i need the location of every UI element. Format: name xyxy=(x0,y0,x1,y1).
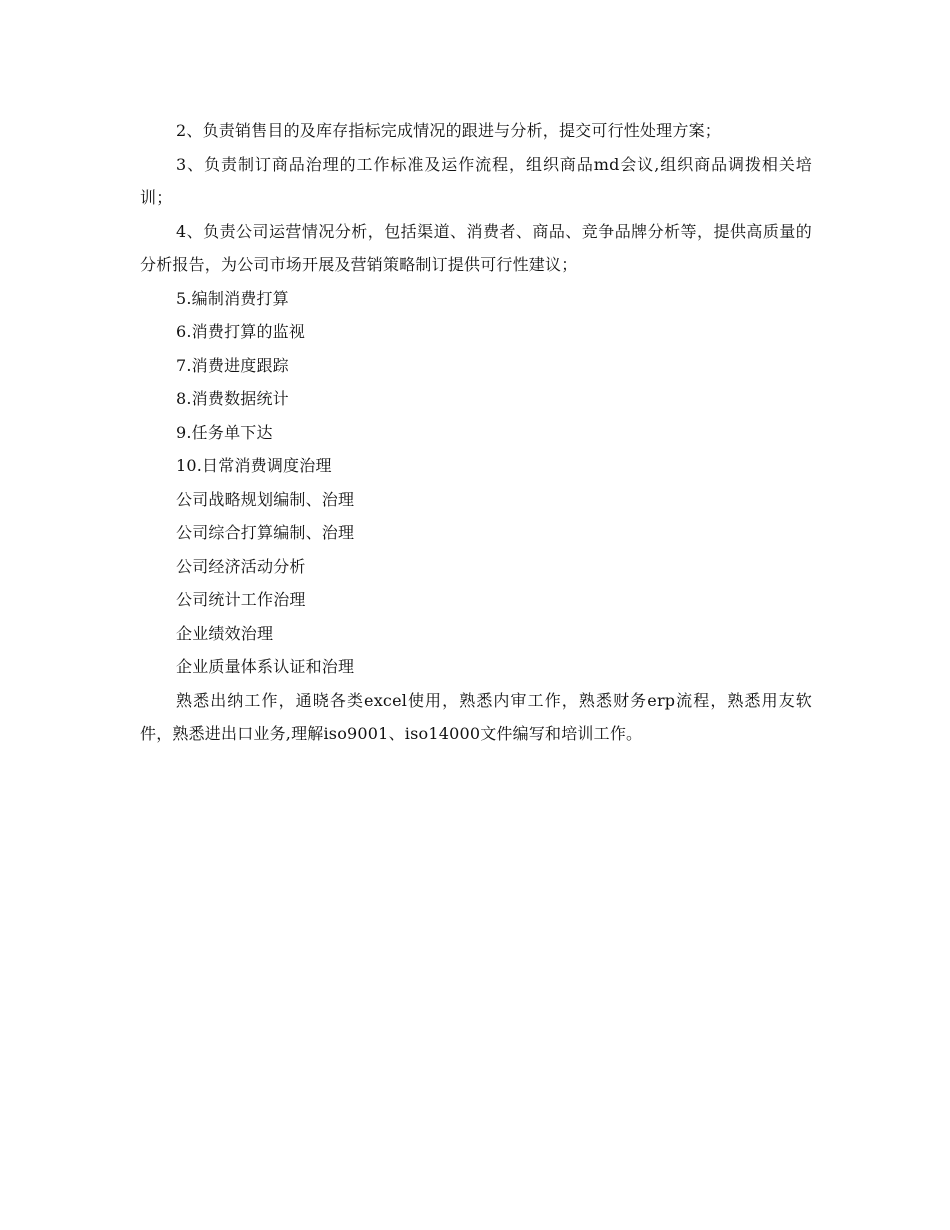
list-item: 5.编制消费打算 xyxy=(176,288,289,308)
list-item: 公司经济活动分析 xyxy=(176,556,306,576)
list-item: 7.消费进度跟踪 xyxy=(176,355,289,375)
paragraph-skills-summary: 熟悉出纳工作，通晓各类excel使用，熟悉内审工作，熟悉财务erp流程，熟悉用友软件，熟悉进出口业务,理解iso9001、iso14000文件编写和培训工作。 xyxy=(140,690,812,743)
list-item: 6.消费打算的监视 xyxy=(176,322,306,341)
list-item: 企业绩效治理 xyxy=(176,623,274,643)
list-item: 公司综合打算编制、治理 xyxy=(176,523,355,542)
list-item: 企业质量体系认证和治理 xyxy=(176,657,355,676)
list-item: 10.日常消费调度治理 xyxy=(176,456,332,475)
list-item: 公司战略规划编制、治理 xyxy=(176,489,355,509)
document-body xyxy=(140,114,812,751)
list-item: 公司统计工作治理 xyxy=(176,590,306,609)
list-item: 9.任务单下达 xyxy=(176,422,273,442)
paragraph-operations-analysis: 4、负责公司运营情况分析，包括渠道、消费者、商品、竞争品牌分析等，提供高质量的分析报告，为公司市场开展及营销策略制订提供可行性建议； xyxy=(140,221,812,274)
paragraph-sales-target: 2、负责销售目的及库存指标完成情况的跟进与分析，提交可行性处理方案； xyxy=(176,121,721,140)
list-item: 8.消费数据统计 xyxy=(176,389,289,408)
paragraph-merchandise-management: 3、负责制订商品治理的工作标准及运作流程，组织商品md会议,组织商品调拨相关培训； xyxy=(140,154,812,207)
